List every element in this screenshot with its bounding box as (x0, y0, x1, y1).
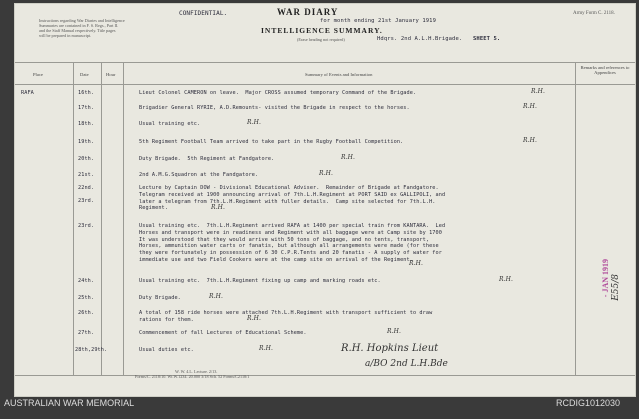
column-rule (575, 62, 576, 375)
diary-subtitle: INTELLIGENCE SUMMARY. (261, 26, 383, 35)
column-header-date: Date (80, 72, 89, 77)
column-rule (73, 62, 74, 375)
signature-title: a/BO 2nd L.H.Bde (365, 359, 448, 369)
sheet-number: SHEET 5. (473, 36, 501, 42)
entry-text: A total of 158 ride horses were attached 7th.L.H.Regiment with transport sufficient to draw rations for them. (139, 310, 433, 323)
entry-initials: R.H. (259, 345, 273, 352)
entry-date: 27th. (78, 330, 95, 336)
entry-date: 24th. (78, 278, 95, 284)
entry-initials: R.H. (247, 119, 261, 126)
entry-initials: R.H. (211, 204, 225, 211)
entry-text: Duty Brigade. (139, 295, 181, 301)
period-line: for month ending 21st January 1919 (320, 18, 436, 24)
diary-title: WAR DIARY (277, 7, 339, 17)
entry-date: 28th,29th. (75, 347, 108, 353)
archive-credit: AUSTRALIAN WAR MEMORIAL (4, 398, 135, 408)
entry-place: RAFA (21, 90, 34, 96)
entry-initials: R.H. (387, 328, 401, 335)
entry-initials: R.H. (319, 170, 333, 177)
column-header-remarks (578, 65, 632, 75)
table-header-rule (15, 84, 635, 85)
column-header-place: Place (33, 72, 43, 77)
entry-text: 5th Regiment Football Team arrived to take part in the Rugby Football Competition. (139, 139, 404, 145)
entry-date: 17th. (78, 105, 95, 111)
entry-date: 25th. (78, 295, 95, 301)
instructions-line: Summaries are contained in F. S. Regs., Part II. (39, 23, 119, 28)
printer-line: W. W. 4.L. Lecture. 2/13. (175, 369, 218, 374)
instructions-line: Instructions regarding War Diaries and Intelligence (39, 18, 125, 23)
instructions-line: will be prepared in manuscript. (39, 33, 92, 38)
entry-text: Lieut Colonel CAMERON on leave. Major CROSS assumed temporary Command of the Brigade. (139, 90, 417, 96)
entry-initials: R.H. (409, 260, 423, 267)
column-header-summary: Summary of Events and Information (305, 72, 373, 77)
remarks-label: Remarks and references to Appendices (580, 65, 630, 75)
entry-initials: R.H. (499, 276, 513, 283)
classification-mark: CONFIDENTIAL. (179, 10, 228, 17)
entry-initials: R.H. (523, 137, 537, 144)
heading-note: (Erase heading not required) (297, 37, 345, 42)
entry-date: 23rd. (78, 198, 95, 204)
entry-text: Usual training etc. (139, 121, 201, 127)
instructions-line: and the Staff Manual respectively. Title pages (39, 28, 116, 33)
folio-number: E55/8 (611, 274, 621, 301)
entry-text: Usual training etc. 7th.L.H.Regiment arrived RAFA at 1400 per special train from KANTARA. Led Horses and transport were in readiness and Regiment with all baggage were at Camp site by 1700 It was understood that they would arrive with 50 tons of baggage, and no tents, transport, Horses, ammunition water carts or fanatis, but although all arrangements were made (for these they were fortunately in possession of 6 30 C.P.R.Tents and 20 fanatis - A supply of water for immediate use and two Field Cookers were at the camp site on arrival of the Regiment. (139, 223, 446, 263)
entry-date: 19th. (78, 139, 95, 145)
entry-initials: R.H. (247, 315, 261, 322)
entry-date: 23rd. (78, 223, 95, 229)
entry-date: 16th. (78, 90, 95, 96)
table-top-rule (15, 62, 635, 63)
entry-date: 26th. (78, 310, 95, 316)
entry-text: Duty Brigade. 5th Regiment at Fandgatore. (139, 156, 275, 162)
unit-name: Hdqrs. 2nd A.L.H.Brigade. (377, 36, 463, 42)
entry-initials: R.H. (523, 103, 537, 110)
entry-date: 20th. (78, 156, 95, 162)
entry-text: Brigadier General RYRIE, A.D.Remounts- visited the Brigade in respect to the horses. (139, 105, 410, 111)
entry-initials: R.H. (209, 293, 223, 300)
entry-initials: R.H. (531, 88, 545, 95)
entry-text: Commencement of fall Lectures of Educational Scheme. (139, 330, 307, 336)
column-rule (101, 62, 102, 375)
entry-text: Usual duties etc. (139, 347, 194, 353)
signature-name: R.H. Hopkins Lieut (341, 343, 439, 354)
date-received-stamp: - JAN 1919 (601, 259, 610, 298)
entry-initials: R.H. (341, 154, 355, 161)
form-number: Army Form C. 2118. (573, 11, 615, 16)
column-header-hour: Hour (106, 72, 116, 77)
entry-date: 18th. (78, 121, 95, 127)
archive-reference: RCDIG1012030 (556, 398, 621, 408)
entry-text: 2nd A.M.G.Squadron at the Fandgatore. (139, 172, 259, 178)
entry-date: 22nd. (78, 185, 95, 191)
column-rule (123, 62, 124, 375)
table-bottom-rule (15, 375, 635, 376)
entry-text: Lecture by Captain DOW - Divisional Educational Adviser. Remainder of Brigade at Fandgatore. Telegram received at 1900 announcing arrival of 7th.L.H.Regiment at PORT SAID ex GALLIPOLI, and later a telegram from 7th.L.H.Regiment with fuller details. Camp site selected for 7th.L.H. Regiment. (139, 185, 446, 212)
entry-text: Usual training etc. 7th.L.H.Regiment fixing up camp and marking roads etc. (139, 278, 381, 284)
entry-date: 21st. (78, 172, 95, 178)
printer-line: Forms/C. 2118/10. Wt.W.1234. 20.000 3/18 Sch. 52 Forms/C2118/1 (135, 374, 250, 379)
war-diary-page (14, 3, 636, 397)
